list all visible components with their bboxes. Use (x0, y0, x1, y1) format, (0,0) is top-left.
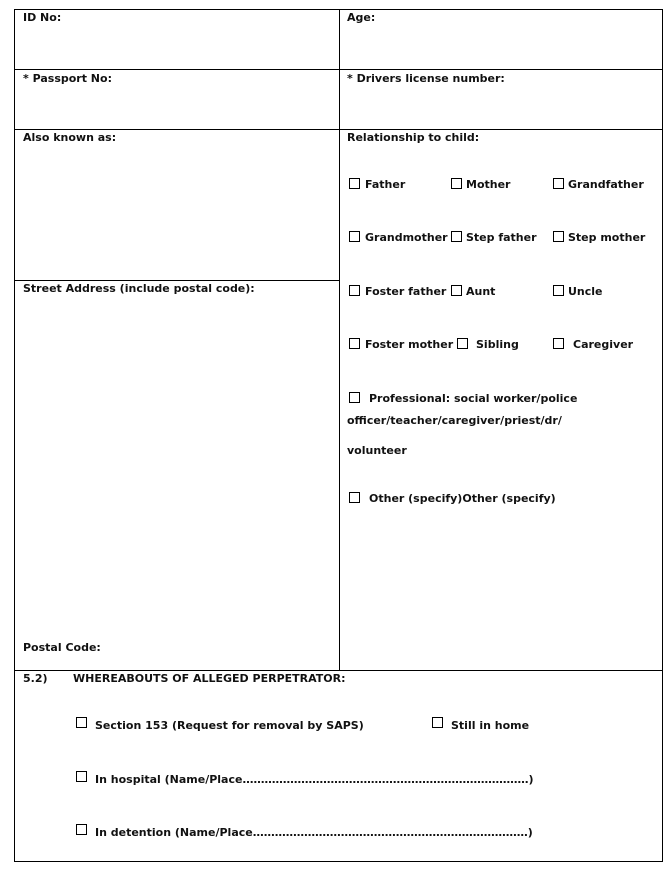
mother-label: Mother (466, 178, 511, 191)
grandfather-checkbox[interactable] (553, 178, 564, 189)
step-mother-checkbox[interactable] (553, 231, 564, 242)
drivers-license-field[interactable] (339, 69, 663, 130)
still-home-checkbox[interactable] (432, 717, 443, 728)
step-father-checkbox[interactable] (451, 231, 462, 242)
caregiver-checkbox[interactable] (553, 338, 564, 349)
id-no-field[interactable] (14, 9, 340, 70)
detention-checkbox[interactable] (76, 824, 87, 835)
sibling-label: Sibling (476, 338, 519, 351)
perpetrator-details-form (14, 9, 663, 861)
aunt-label: Aunt (466, 285, 496, 298)
professional-label-line1: Professional: social worker/police (369, 392, 578, 405)
uncle-checkbox[interactable] (553, 285, 564, 296)
relationship-heading: Relationship to child: (347, 131, 480, 144)
detention-label: In detention (Name/Place…………………………………………………………………) (95, 826, 533, 839)
whereabouts-section (14, 670, 663, 862)
step-mother-label: Step mother (568, 231, 646, 244)
postal-code-label: Postal Code: (23, 641, 101, 654)
relationship-field (339, 129, 663, 671)
drivers-license-label: * Drivers license number: (347, 72, 505, 85)
other-checkbox[interactable] (349, 492, 360, 503)
father-checkbox[interactable] (349, 178, 360, 189)
age-field[interactable] (339, 9, 663, 70)
professional-label-line3: volunteer (347, 444, 407, 457)
foster-mother-checkbox[interactable] (349, 338, 360, 349)
mother-checkbox[interactable] (451, 178, 462, 189)
professional-checkbox[interactable] (349, 392, 360, 403)
sibling-checkbox[interactable] (457, 338, 468, 349)
other-label: Other (specify)Other (specify) (369, 492, 556, 505)
foster-father-checkbox[interactable] (349, 285, 360, 296)
grandmother-label: Grandmother (365, 231, 448, 244)
foster-mother-label: Foster mother (365, 338, 454, 351)
father-label: Father (365, 178, 406, 191)
uncle-label: Uncle (568, 285, 603, 298)
passport-no-field[interactable] (14, 69, 340, 130)
professional-label-line2: officer/teacher/caregiver/priest/dr/ (347, 414, 562, 427)
foster-father-label: Foster father (365, 285, 447, 298)
grandmother-checkbox[interactable] (349, 231, 360, 242)
step-father-label: Step father (466, 231, 537, 244)
also-known-as-label: Also known as: (23, 131, 117, 144)
street-address-field[interactable] (14, 280, 340, 671)
section-number: 5.2) (23, 672, 48, 685)
aunt-checkbox[interactable] (451, 285, 462, 296)
whereabouts-heading: WHEREABOUTS OF ALLEGED PERPETRATOR: (73, 672, 346, 685)
hospital-label: In hospital (Name/Place……………………………………………………………………) (95, 773, 534, 786)
id-no-label: ID No: (23, 11, 62, 24)
hospital-checkbox[interactable] (76, 771, 87, 782)
grandfather-label: Grandfather (568, 178, 644, 191)
section153-label: Section 153 (Request for removal by SAPS) (95, 719, 364, 732)
also-known-as-field[interactable] (14, 129, 340, 281)
street-address-label: Street Address (include postal code): (23, 282, 255, 295)
section153-checkbox[interactable] (76, 717, 87, 728)
caregiver-label: Caregiver (573, 338, 634, 351)
age-label: Age: (347, 11, 376, 24)
passport-no-label: * Passport No: (23, 72, 112, 85)
still-home-label: Still in home (451, 719, 530, 732)
